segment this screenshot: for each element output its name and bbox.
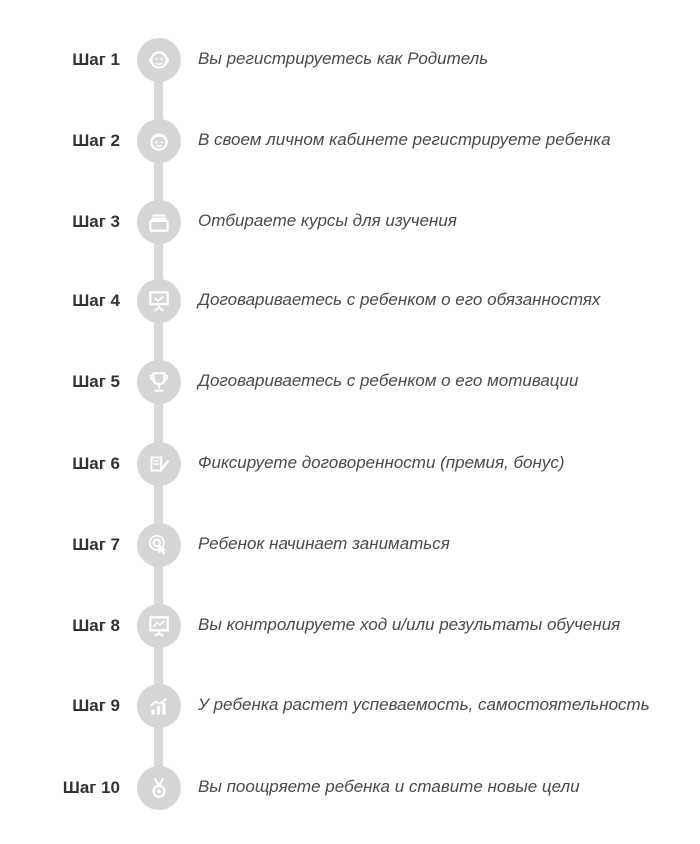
step-2: [0, 119, 700, 163]
step-7: [0, 523, 700, 567]
step-text: Фиксируете договоренности (премия, бонус): [198, 453, 565, 472]
step-5: [0, 360, 700, 404]
step-8: [0, 604, 700, 648]
stack-icon: [137, 200, 181, 244]
medal-icon: [137, 766, 181, 810]
step-10: [0, 766, 700, 810]
step-text: Вы поощряете ребенка и ставите новые цели: [198, 777, 580, 796]
step-label: Шаг 9: [72, 696, 120, 715]
step-text: Отбираете курсы для изучения: [198, 211, 457, 230]
step-label: Шаг 3: [72, 212, 120, 231]
step-text: В своем личном кабинете регистрируете ребенка: [198, 130, 611, 149]
child-face-icon: [137, 119, 181, 163]
step-label: Шаг 8: [72, 616, 120, 635]
step-label: Шаг 6: [72, 454, 120, 473]
step-label: Шаг 4: [72, 291, 120, 310]
step-label: Шаг 2: [72, 131, 120, 150]
step-text: У ребенка растет успеваемость, самостоятельность: [198, 695, 650, 714]
step-1: [0, 38, 700, 82]
signature-icon: [137, 442, 181, 486]
presentation-board-icon: [137, 279, 181, 323]
step-label: Шаг 7: [72, 535, 120, 554]
step-9: [0, 684, 700, 728]
step-6: [0, 442, 700, 486]
touch-icon: [137, 523, 181, 567]
step-text: Вы регистрируетесь как Родитель: [198, 49, 489, 68]
step-text: Вы контролируете ход и/или результаты обучения: [198, 615, 621, 634]
trophy-icon: [137, 360, 181, 404]
step-label: Шаг 5: [72, 372, 120, 391]
step-label: Шаг 1: [72, 50, 120, 69]
parent-face-icon: [137, 38, 181, 82]
monitor-chart-icon: [137, 604, 181, 648]
growth-chart-icon: [137, 684, 181, 728]
step-text: Договариваетесь с ребенком о его мотивации: [198, 371, 579, 390]
step-3: [0, 200, 700, 244]
step-text: Договариваетесь с ребенком о его обязанностях: [198, 290, 601, 309]
timeline-line: [154, 58, 163, 790]
step-label: Шаг 10: [62, 778, 120, 797]
step-4: [0, 279, 700, 323]
step-text: Ребенок начинает заниматься: [198, 534, 450, 553]
